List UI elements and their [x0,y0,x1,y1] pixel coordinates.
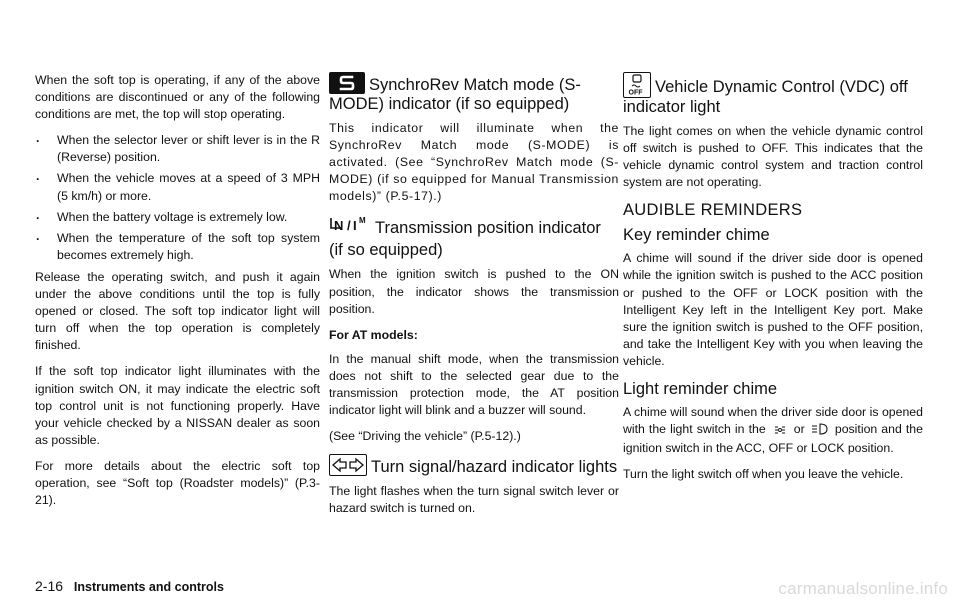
light-body-or: or [793,422,805,437]
list-item: . When the vehicle moves at a speed of 3 MPH (5 km/h) or more. [35,170,320,204]
smode-body: This indicator will illuminate when the SynchroRev Match mode (S-MODE) is activated. (See “SynchroRev Match mode (S-MODE) (if so equipped for Manual Transmission models)” (P.5-17).) [329,121,619,204]
s-mode-icon [329,72,365,94]
section-title: Instruments and controls [73,580,224,594]
column-middle [329,72,619,527]
vdc-body: The light comes on when the vehicle dynamic control off switch is pushed to OFF. This indicates that the vehicle dynamic control system and traction control system are not operating. [623,124,923,190]
at-models-label: For AT models: [329,327,418,342]
light-reminder-heading: Light reminder chime [623,380,778,399]
headlight-icon [811,423,829,440]
key-reminder-heading: Key reminder chime [623,226,770,245]
at-models-body: In the manual shift mode, when the transmission does not shift to the selected gear due to the transmission protection mode, the AT position indicator light will blink and a buzzer will sound. [329,351,619,418]
turn-signal-arrows-icon [329,454,367,476]
vdc-heading [623,72,923,117]
transmission-heading-text: Transmission position indicator (if so equipped) [329,219,601,260]
list-item: . When the temperature of the soft top system becomes extremely high. [35,230,320,264]
transmission-position-icon [329,214,371,241]
column-left [35,72,320,518]
position-lamp-icon [772,423,788,440]
list-item: . When the battery voltage is extremely low. [35,209,320,226]
more-details-paragraph: For more details about the electric soft top operation, see “Soft top (Roadster models)” (P.3-21). [35,458,320,508]
turn-signal-heading-text: Turn signal/hazard indicator lights [371,458,618,477]
svg-text:N: N [334,218,344,234]
light-body-part-b: position and the ignition switch in the ACC, OFF or LOCK position. [623,422,923,456]
watermark: carmanualsonline.info [778,579,948,598]
smode-heading-text: SynchroRev Match mode (S-MODE) indicator (if so equipped) [329,76,581,113]
at-reference: (See “Driving the vehicle” (P.5-12).) [329,429,521,444]
svg-text:I: I [353,218,357,234]
turn-signal-body: The light flashes when the turn signal switch lever or hazard switch is turned on. [329,484,619,516]
svg-text:M: M [359,216,366,226]
turn-signal-heading [329,454,619,477]
light-reminder-body-2: Turn the light switch off when you leave the vehicle. [623,467,904,482]
vdc-off-icon [623,72,651,98]
transmission-body: When the ignition switch is pushed to the ON position, the indicator shows the transmission position. [329,267,619,316]
svg-text:/: / [347,218,351,234]
audible-reminders-heading: AUDIBLE REMINDERS [623,201,803,220]
vdc-heading-text: Vehicle Dynamic Control (VDC) off indicator light [623,78,908,116]
release-paragraph: Release the operating switch, and push it again under the above conditions until the top is fully opened or closed. The soft top indicator light will turn off when the top operation is completely finished. [35,269,320,353]
smode-heading [329,72,619,114]
transmission-heading [329,214,619,260]
light-body-part-a: A chime will sound when the driver side door is opened with the light switch in the [623,405,923,437]
stop-conditions-list [35,132,320,264]
soft-top-intro: When the soft top is operating, if any of the above conditions are discontinued or any of the following conditions are met, the top will stop operating. [35,73,320,122]
column-right [623,72,923,492]
key-reminder-body: A chime will sound if the driver side door is opened while the ignition switch is pushed to the ACC position or pushed to the OFF or LOCK position with the Intelligent Key left in the Intelligent Key port. Make sure the ignition switch is pushed to the OFF position, and take the Intelligent Key with you when leaving the vehicle. [623,251,923,368]
list-item: . When the selector lever or shift lever is in the R (Reverse) position. [35,132,320,166]
vdc-off-icon-text: OFF [628,89,643,97]
page-footer [35,578,224,594]
light-reminder-body [623,404,923,457]
page-number: 2-16 [35,578,64,594]
indicator-warning-paragraph: If the soft top indicator light illuminates with the ignition switch ON, it may indicate the electric soft top control unit is not functioning properly. Have your vehicle checked by a NISSAN dealer as soon as possible. [35,364,320,447]
